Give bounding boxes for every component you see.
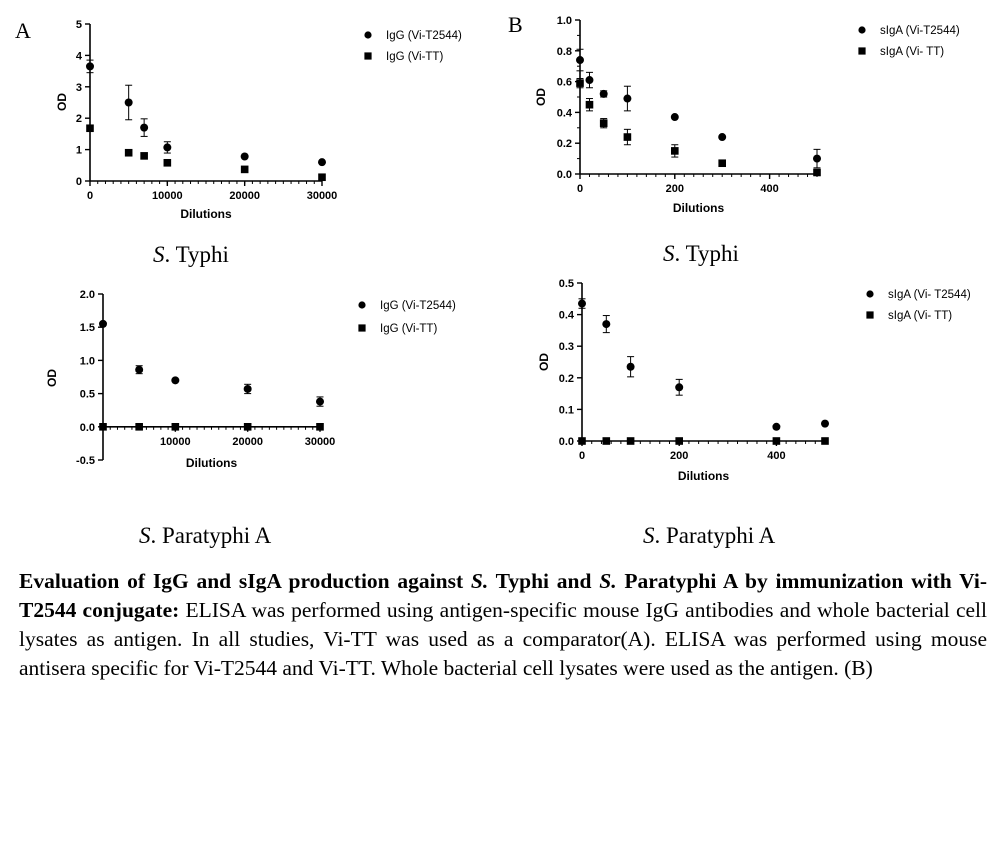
- data-point: [813, 155, 821, 163]
- data-point: [586, 101, 594, 109]
- x-tick-label: 30000: [304, 435, 336, 448]
- legend-label: sIgA (Vi- T2544): [888, 289, 971, 301]
- legend-marker: [858, 47, 865, 54]
- y-tick-label: 2.0: [79, 289, 95, 301]
- x-tick-label: 0: [576, 183, 584, 195]
- x-axis-label: Dilutions: [185, 456, 238, 470]
- x-tick-label: 30000: [306, 190, 338, 202]
- series-1: [578, 310, 952, 445]
- x-tick-label: 10000: [160, 435, 191, 448]
- data-point: [86, 62, 94, 70]
- data-point: [135, 366, 143, 374]
- data-point: [772, 423, 780, 431]
- y-tick-label: 0.4: [558, 309, 574, 322]
- x-tick-label: 200: [665, 183, 684, 195]
- x-tick-label: 0: [86, 190, 94, 202]
- y-tick-label: 2: [75, 113, 82, 126]
- legend-label: sIgA (Vi-T2544): [880, 25, 960, 37]
- data-point: [171, 376, 179, 384]
- series-0: [99, 300, 456, 406]
- data-point: [241, 153, 249, 161]
- y-tick-label: 5: [75, 19, 82, 31]
- y-axis-label: OD: [55, 93, 69, 111]
- legend-label: IgG (Vi-TT): [386, 51, 444, 63]
- chart-tr: [534, 15, 960, 215]
- y-tick-label: 0: [75, 176, 82, 188]
- y-tick-label: 0.2: [556, 138, 572, 151]
- y-tick-label: 0.2: [558, 372, 574, 385]
- data-point: [140, 152, 148, 160]
- chart-bl: [45, 289, 456, 470]
- data-point: [164, 159, 172, 167]
- data-point: [125, 99, 133, 107]
- x-axis-label: Dilutions: [180, 207, 232, 221]
- y-tick-label: 1.5: [79, 322, 95, 335]
- y-tick-label: 1.0: [556, 15, 572, 27]
- y-tick-label: 3: [75, 81, 82, 94]
- data-point: [675, 383, 683, 391]
- x-tick-label: 400: [767, 450, 786, 462]
- data-point: [623, 95, 631, 103]
- data-point: [600, 119, 608, 127]
- y-tick-label: -0.5: [76, 455, 95, 467]
- x-tick-label: 20000: [229, 190, 260, 202]
- y-tick-label: 0.0: [558, 436, 574, 448]
- data-point: [578, 437, 586, 445]
- data-point: [125, 149, 133, 157]
- y-tick-label: 0.3: [558, 341, 574, 354]
- legend-marker: [866, 290, 873, 297]
- legend-label: sIgA (Vi- TT): [888, 310, 953, 322]
- x-tick-label: 200: [670, 450, 689, 462]
- legend-marker: [858, 26, 865, 33]
- y-tick-label: 0.8: [556, 45, 572, 58]
- series-1: [99, 323, 437, 431]
- data-point: [135, 423, 143, 431]
- y-tick-label: 0.5: [558, 278, 574, 290]
- data-point: [172, 423, 180, 431]
- data-point: [576, 56, 584, 64]
- legend-marker: [364, 52, 371, 59]
- legend-marker: [358, 324, 365, 331]
- legend-label: IgG (Vi-T2544): [380, 300, 456, 312]
- data-point: [821, 420, 829, 428]
- x-tick-label: 0: [578, 450, 586, 462]
- data-point: [813, 169, 821, 177]
- data-point: [600, 90, 608, 98]
- y-tick-label: 0.0: [556, 169, 572, 181]
- legend-label: sIgA (Vi- TT): [880, 46, 945, 58]
- data-point: [99, 423, 107, 431]
- y-tick-label: 1: [75, 144, 82, 157]
- data-point: [603, 437, 611, 445]
- data-point: [140, 124, 148, 132]
- data-point: [578, 300, 586, 308]
- chart-subtitle-bottom-right: S. Paratyphi A: [643, 523, 776, 548]
- chart-br: [537, 278, 971, 483]
- data-point: [99, 320, 107, 328]
- x-axis-label: Dilutions: [672, 201, 725, 215]
- series-1: [576, 46, 944, 176]
- data-point: [627, 363, 635, 371]
- y-tick-label: 0.5: [79, 388, 95, 401]
- data-point: [773, 437, 781, 445]
- chart-subtitle-top-left: S. Typhi: [153, 242, 229, 267]
- y-axis-label: OD: [537, 353, 551, 371]
- data-point: [718, 159, 726, 167]
- data-point: [576, 79, 584, 87]
- x-tick-label: 10000: [152, 190, 183, 202]
- x-axis-label: Dilutions: [677, 469, 730, 483]
- data-point: [163, 143, 171, 151]
- data-point: [602, 320, 610, 328]
- data-point: [585, 76, 593, 84]
- data-point: [316, 423, 324, 431]
- data-point: [86, 124, 94, 132]
- panel-label-b: B: [508, 12, 523, 37]
- y-tick-label: 0.1: [558, 404, 574, 417]
- legend-label: IgG (Vi-TT): [380, 323, 438, 335]
- data-point: [671, 113, 679, 121]
- data-point: [675, 437, 683, 445]
- figure-caption: Evaluation of IgG and sIgA production against S. Typhi and S. Paratyphi A by immunization with Vi-T2544 conjugate: ELISA was performed using antigen-specific mouse IgG antibodies and whole bacterial cell lysates as antigen. In all studies, Vi-TT was used as a comparator(A). ELISA was performed using mouse antisera specific for Vi-T2544 and Vi-TT. Whole bacterial cell lysates were used as the antigen. (B): [19, 569, 987, 680]
- y-tick-label: 4: [75, 50, 82, 63]
- data-point: [244, 385, 252, 393]
- panel-label-a: A: [15, 18, 31, 43]
- y-axis-label: OD: [45, 369, 59, 387]
- y-axis-label: OD: [534, 88, 548, 106]
- data-point: [627, 437, 635, 445]
- legend-marker: [364, 31, 371, 38]
- x-tick-label: 400: [760, 183, 779, 195]
- y-tick-label: 0.4: [556, 107, 572, 120]
- x-tick-label: 20000: [232, 435, 263, 448]
- chart-tl: [55, 19, 462, 221]
- data-point: [671, 147, 679, 155]
- data-point: [318, 173, 326, 181]
- data-point: [244, 423, 252, 431]
- chart-subtitle-top-right: S. Typhi: [663, 241, 739, 266]
- data-point: [318, 158, 326, 166]
- data-point: [241, 166, 249, 174]
- legend-label: IgG (Vi-T2544): [386, 30, 462, 42]
- data-point: [624, 133, 632, 141]
- y-tick-label: 0.0: [79, 421, 95, 434]
- chart-subtitle-bottom-left: S. Paratyphi A: [139, 523, 272, 548]
- legend-marker: [866, 311, 873, 318]
- series-1: [86, 51, 443, 181]
- data-point: [821, 437, 829, 445]
- data-point: [718, 133, 726, 141]
- legend-marker: [358, 301, 365, 308]
- data-point: [316, 398, 324, 406]
- y-tick-label: 1.0: [79, 355, 95, 368]
- y-tick-label: 0.6: [556, 76, 572, 89]
